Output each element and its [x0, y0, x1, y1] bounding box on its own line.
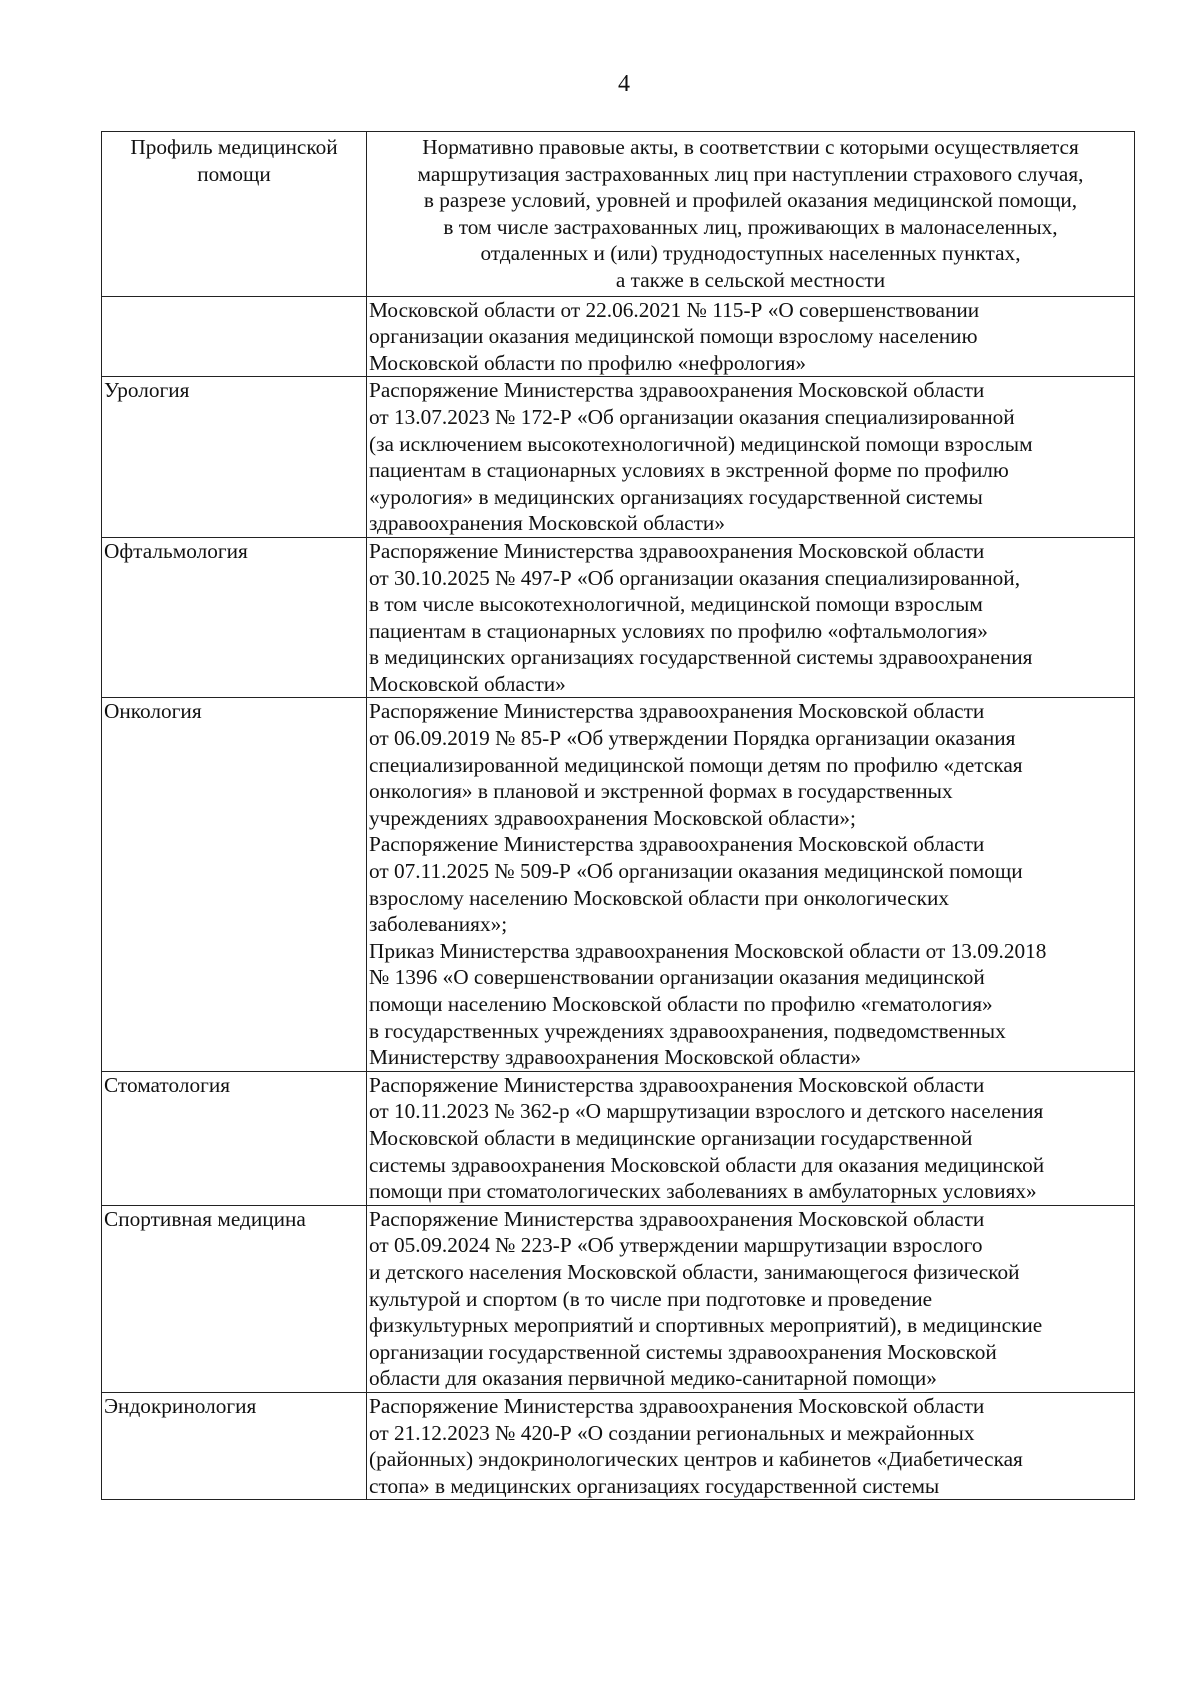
act-line: от 13.07.2023 № 172-Р «Об организации оказания специализированной [369, 404, 1015, 429]
acts-cell [367, 537, 1135, 698]
profile-cell: Стоматология [102, 1071, 367, 1205]
header-acts-line: в том числе застрахованных лиц, проживающих в малонаселенных, [443, 214, 1058, 239]
header-acts-cell [367, 132, 1135, 297]
profile-cell: Онкология [102, 698, 367, 1071]
act-line: физкультурных мероприятий и спортивных мероприятий), в медицинские [369, 1313, 1043, 1338]
act-line: культурой и спортом (в то числе при подготовке и проведение [369, 1286, 933, 1311]
act-line: Московской области от 22.06.2021 № 115-Р «О совершенствовании [369, 297, 980, 322]
act-line: Московской области в медицинские организации государственной [369, 1125, 973, 1150]
act-line: № 1396 «О совершенствовании организации оказания медицинской [369, 965, 985, 990]
table-row [102, 1392, 1135, 1499]
act-line: Распоряжение Министерства здравоохранения Московской области [369, 1072, 985, 1097]
act-line: системы здравоохранения Московской области для оказания медицинской [369, 1152, 1045, 1177]
header-profile-line: Профиль медицинской [130, 135, 338, 159]
act-line: в том числе высокотехнологичной, медицинской помощи взрослым [369, 592, 983, 617]
act-line: пациентам в стационарных условиях по профилю «офтальмология» [369, 618, 988, 643]
header-acts-line: Нормативно правовые акты, в соответствии с которыми осуществляется [422, 135, 1079, 159]
acts-cell [367, 377, 1135, 538]
act-line: области для оказания первичной медико-санитарной помощи» [369, 1366, 937, 1391]
act-line: Распоряжение Министерства здравоохранения Московской области [369, 378, 985, 403]
table-header-row [102, 132, 1135, 297]
act-line: от 21.12.2023 № 420-Р «О создании региональных и межрайонных [369, 1420, 975, 1445]
table-row [102, 1071, 1135, 1205]
acts-cell [367, 1205, 1135, 1392]
act-line: специализированной медицинской помощи детям по профилю «детская [369, 752, 1023, 777]
act-line: в медицинских организациях государственной системы здравоохранения [369, 645, 1033, 670]
act-line: онкология» в плановой и экстренной формах в государственных [369, 779, 953, 804]
act-line: пациентам в стационарных условиях в экстренной форме по профилю [369, 458, 1009, 483]
act-line: от 07.11.2025 № 509-Р «Об организации оказания медицинской помощи [369, 859, 1023, 884]
act-line: Распоряжение Министерства здравоохранения Московской области [369, 1206, 985, 1231]
profile-cell: Урология [102, 377, 367, 538]
legal-acts-table [101, 131, 1135, 1500]
profile-cell: Спортивная медицина [102, 1205, 367, 1392]
act-line: от 05.09.2024 № 223-Р «Об утверждении маршрутизации взрослого [369, 1233, 983, 1258]
act-line: взрослому населению Московской области при онкологических [369, 885, 950, 910]
act-line: стопа» в медицинских организациях государственной системы [369, 1473, 940, 1498]
table-row [102, 1205, 1135, 1392]
act-line: организации государственной системы здравоохранения Московской [369, 1339, 997, 1364]
act-line: от 30.10.2025 № 497-Р «Об организации оказания специализированной, [369, 565, 1021, 590]
act-line: заболеваниях»; [369, 912, 508, 937]
act-line: Министерству здравоохранения Московской области» [369, 1045, 862, 1070]
table-row [102, 296, 1135, 377]
act-line: Приказ Министерства здравоохранения Московской области от 13.09.2018 [369, 938, 1047, 963]
act-line: учреждениях здравоохранения Московской области»; [369, 805, 856, 830]
acts-cell [367, 698, 1135, 1071]
table-row [102, 698, 1135, 1071]
page-number: 4 [618, 71, 630, 97]
act-line: «урология» в медицинских организациях государственной системы [369, 484, 983, 509]
act-line: (за исключением высокотехнологичной) медицинской помощи взрослым [369, 431, 1033, 456]
header-acts-line: отдаленных и (или) труднодоступных населенных пунктах, [480, 241, 1021, 266]
act-line: Московской области» [369, 671, 566, 696]
act-line: помощи населению Московской области по профилю «гематология» [369, 992, 993, 1016]
act-line: Распоряжение Министерства здравоохранения Московской области [369, 1393, 985, 1418]
act-line: Московской области по профилю «нефрология» [369, 350, 807, 375]
acts-cell [367, 1392, 1135, 1499]
act-line: помощи при стоматологических заболеваниях в амбулаторных условиях» [369, 1179, 1037, 1204]
header-acts-line: в разрезе условий, уровней и профилей оказания медицинской помощи, [423, 188, 1078, 213]
act-line: (районных) эндокринологических центров и кабинетов «Диабетическая [369, 1447, 1023, 1472]
act-line: от 10.11.2023 № 362-р «О маршрутизации взрослого и детского населения [369, 1099, 1044, 1124]
profile-cell [102, 296, 367, 377]
header-acts-line: а также в сельской местности [615, 267, 886, 292]
acts-cell [367, 296, 1135, 377]
table-row [102, 377, 1135, 538]
act-line: и детского населения Московской области, занимающегося физической [369, 1259, 1020, 1284]
act-line: в государственных учреждениях здравоохранения, подведомственных [369, 1018, 1006, 1043]
act-line: Распоряжение Министерства здравоохранения Московской области [369, 699, 985, 724]
header-profile-line: помощи [197, 161, 271, 186]
profile-cell: Эндокринология [102, 1392, 367, 1499]
act-line: организации оказания медицинской помощи взрослому населению [369, 324, 978, 349]
profile-cell: Офтальмология [102, 537, 367, 698]
act-line: от 06.09.2019 № 85-Р «Об утверждении Порядка организации оказания [369, 726, 1016, 751]
acts-cell [367, 1071, 1135, 1205]
act-line: Распоряжение Министерства здравоохранения Московской области [369, 538, 985, 563]
act-line: здравоохранения Московской области» [369, 511, 725, 536]
act-line: Распоряжение Министерства здравоохранения Московской области [369, 832, 985, 857]
header-acts-line: маршрутизация застрахованных лиц при наступлении страхового случая, [417, 161, 1084, 186]
table-row [102, 537, 1135, 698]
header-profile-cell [102, 132, 367, 297]
